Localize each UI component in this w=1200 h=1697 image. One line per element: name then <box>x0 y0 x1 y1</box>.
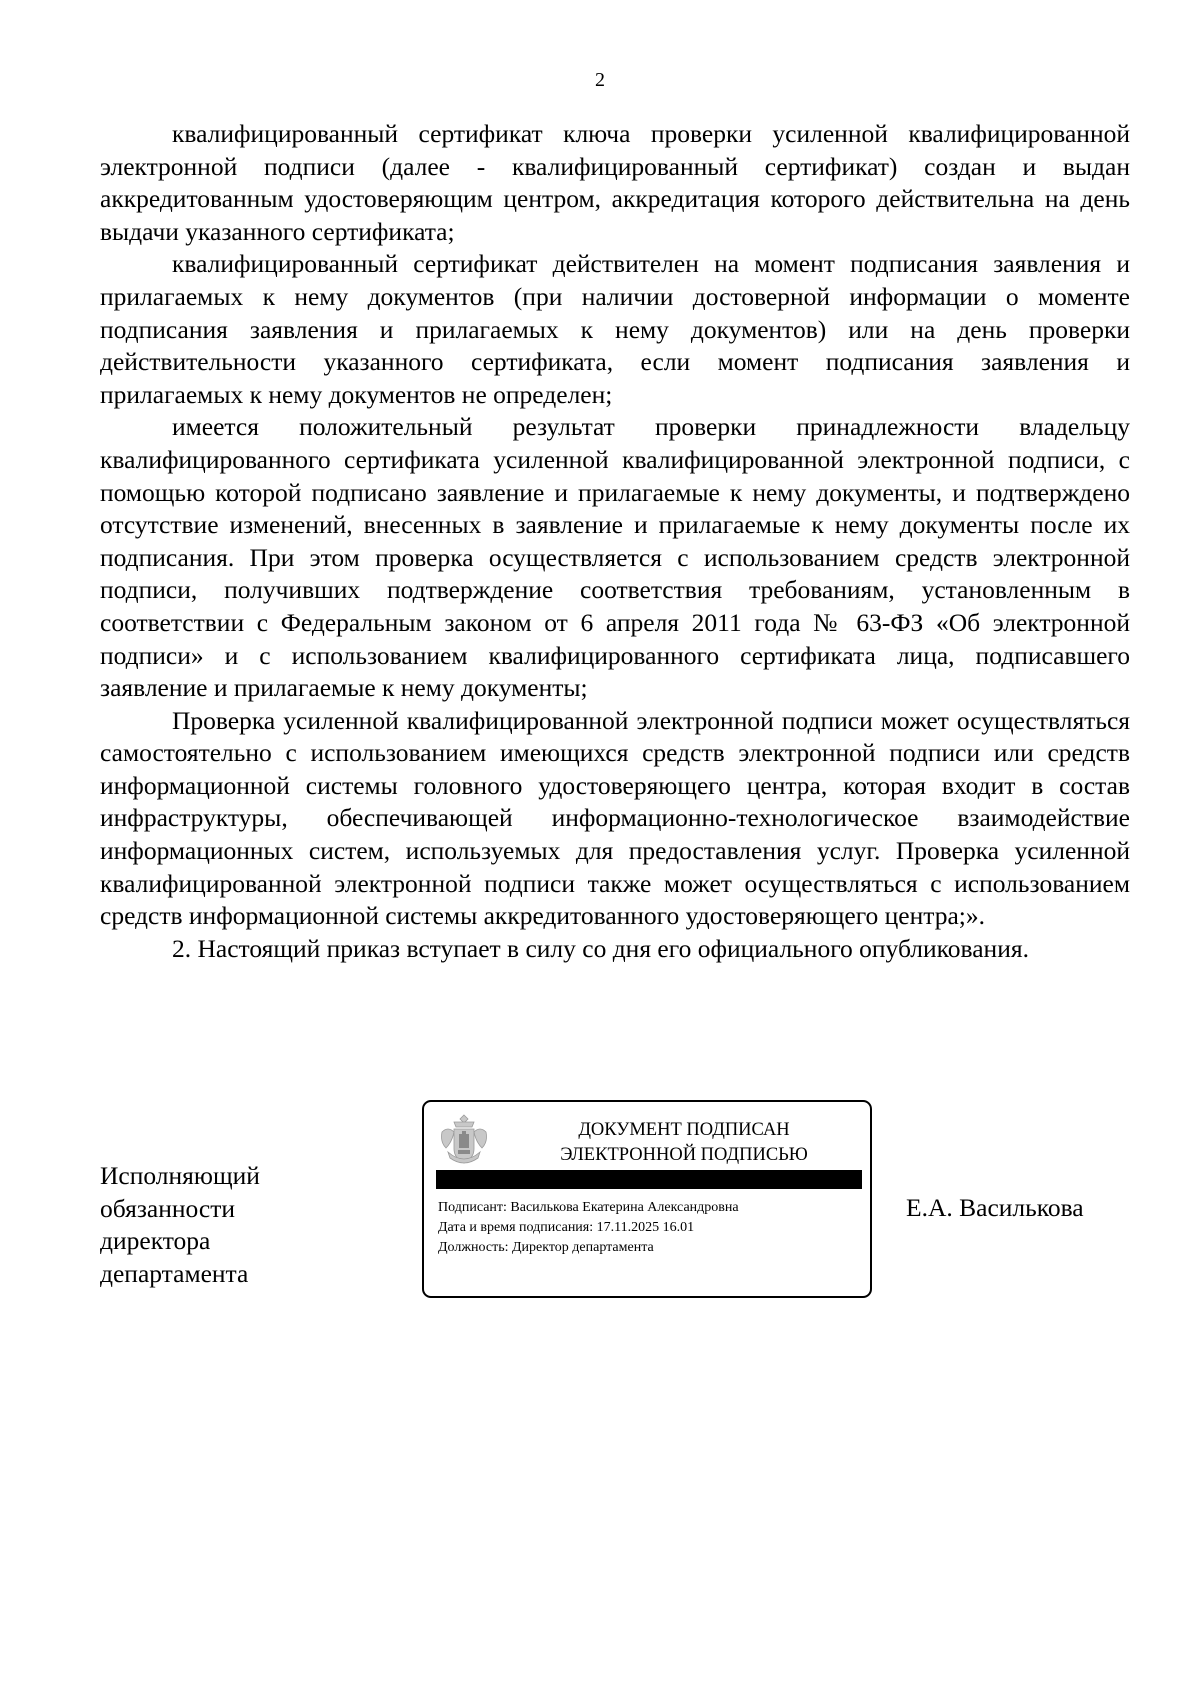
certificate-redaction-bar <box>436 1170 862 1189</box>
stamp-details <box>438 1198 739 1258</box>
signatory-position-line: департамента <box>100 1258 249 1288</box>
stamp-signer: Подписант: Василькова Екатерина Александровна <box>438 1200 739 1215</box>
signatory-position-line: директора <box>100 1226 211 1256</box>
electronic-signature-stamp <box>422 1100 872 1298</box>
signatory-position-line: Исполняющий <box>100 1161 260 1190</box>
document-body <box>100 118 1130 965</box>
paragraph-4: Проверка усиленной квалифицированной электронной подписи может осуществляться самостоятельно с использованием имеющихся средств электронной подписи или средств информационной системы головного удостоверяющего центра, которая входит в состав инфраструктуры, обеспечивающей информационно-технологическое взаимодействие информационных систем, используемых для предоставления услуг. Проверка усиленной квалифицированной электронной подписи также может осуществляться с использованием средств информационной системы аккредитованного удостоверяющего центра;». <box>100 705 1130 931</box>
paragraph-3: имеется положительный результат проверки принадлежности владельцу квалифицированного сертификата усиленной квалифицированной электронной подписи, с помощью которой подписано заявление и прилагаемые к нему документы, и подтверждено отсутствие изменений, внесенных в заявление и прилагаемые к нему документы после их подписания. При этом проверка осуществляется с использованием средств электронной подписи, получивших подтверждение соответствия требованиям, установленным в соответствии с Федеральным законом от 6 апреля 2011 года № 63-ФЗ «Об электронной подписи» и с использованием квалифицированного сертификата лица, подписавшего заявление и прилагаемые к нему документы; <box>100 412 1130 703</box>
paragraph-1: квалифицированный сертификат ключа проверки усиленной квалифицированной электронной подписи (далее - квалифицированный сертификат) создан и выдан аккредитованным удостоверяющим центром, аккредитация которого действительна на день выдачи указанного сертификата; <box>100 119 1130 246</box>
stamp-heading <box>514 1118 854 1168</box>
stamp-datetime: Дата и время подписания: 17.11.2025 16.01 <box>438 1220 695 1235</box>
stamp-heading-line: ДОКУМЕНТ ПОДПИСАН <box>578 1120 790 1140</box>
coat-of-arms-icon <box>438 1112 490 1170</box>
paragraph-5: 2. Настоящий приказ вступает в силу со дня его официального опубликования. <box>172 933 1029 963</box>
signatory-position <box>100 1160 260 1290</box>
page-number: 2 <box>595 69 605 91</box>
signatory-position-line: обязанности <box>100 1193 235 1223</box>
paragraph-2: квалифицированный сертификат действителен на момент подписания заявления и прилагаемых к нему документов (при наличии достоверной информации о моменте подписания заявления и прилагаемых к нему документов) или на день проверки действительности указанного сертификата, если момент подписания заявления и прилагаемых к нему документов не определен; <box>100 249 1130 409</box>
signatory-name: Е.А. Василькова <box>906 1193 1084 1222</box>
stamp-heading-line: ЭЛЕКТРОННОЙ ПОДПИСЬЮ <box>560 1145 808 1165</box>
stamp-position: Должность: Директор департамента <box>438 1240 654 1255</box>
